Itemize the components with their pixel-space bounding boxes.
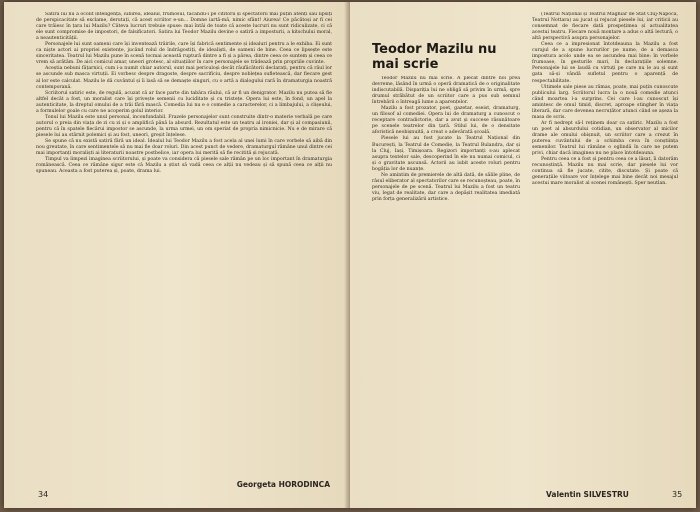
paragraph: Timpul va limpezi imaginea scriitorului, și poate va considera că piesele sale rămân pe un loc important în dramaturgia românească. Ceea ce rămâne sigur este că Mazilu a știut să vadă ceea ce alții nu vedeau și să spună ceea ce alții nu spuneau. Aceasta a fost puterea și, poate, drama lui. [36,157,332,175]
paragraph: Ultimele sale piese au rămas, poate, mai puțin cunoscute publicului larg. Scriitorul lucra la o nouă comedie atunci când moartea l-a surprins. Cei care l-au cunoscut își amintesc de omul timid, discret, aproape stingher în viața literară, dar care devenea necruțător atunci când se așeza la masa de scris. [532,84,678,120]
article-title: Teodor Mazilu nu mai scrie [372,42,497,72]
paragraph: Se spune că nu există satiră fără un ideal. Idealul lui Teodor Mazilu a fost acela al unei lumi în care vorbele să aibă din nou greutate, în care sentimentele să nu mai fie doar roluri. Din acest punct de vedere, dramaturgul rămâne unul dintre cei mai importanți moraliști ai literaturii noastre postbelice, iar opera lui merită să fie recitită și rejucată. [36,138,332,157]
magazine-spread [4,2,696,508]
paragraph: (Teatrul Național și Teatrul Maghiar de Stat Cluj-Napoca, Teatrul Nottara) au jucat și rejucat piesele lui, iar criticii au consemnat de fiecare dată prospețimea și actualitatea acestui teatru. Fiecare nouă montare a adus o altă lectură, o altă perspectivă asupra personajelor. [532,12,678,42]
page-number: 35 [672,490,683,499]
author-signature: Valentin SILVESTRU [546,490,629,499]
paragraph: Aceștia nebuni fățarnici, cum i-a numit chiar autorul, sunt mai periculoși decât răufăcătorii declarați, pentru că răul lor se ascunde sub masca virtuții. Ei vorbesc despre dragoste, despre sacrificiu, despre noblețea sufletească, dar fiecare gest al lor este calculat. Mazilu le dă cuvântul și îi lasă să se demaște singuri, cu o artă a dialogului rară în dramaturgia noastră contemporană. [36,66,332,90]
page-number: 34 [38,490,49,499]
paragraph: Teodor Mazilu nu mai scrie. A plecat dintre noi prea devreme, lăsând în urmă o operă dramatică de o originalitate indiscutabilă. Dispariția lui ne obligă să privim în urmă, spre drumul străbătut de un scriitor care a pus sub semnul întrebării o întreagă lume a aparențelor. [372,76,520,106]
right-page-column-a [372,76,520,480]
left-page [4,2,348,508]
right-page-column-b [532,12,678,472]
paragraph: Scriitorul satiric este, de regulă, acuzat că ar face parte din tabăra răului, că ar fi un denigrator. Mazilu nu putea să fie altfel decât a fost, un moralist care își privește semenii cu luciditate și cu tristețe. Opera lui este, în fond, un apel la autenticitate, la dreptul omului de a trăi fără mască. Comedia lui nu e o comedie a caracterelor, ci a limbajului, a clișeului, a formulelor goale cu care ne acoperim golul interior. [36,90,332,114]
paragraph: Ar fi nedrept să-l reținem doar ca satiric. Mazilu a fost un poet al absurdului cotidian, un observator al micilor drame ale omului obișnuit, un scriitor care a crezut în puterea cuvântului de a schimba ceva în conștiința semenilor. Teatrul lui rămâne o oglindă în care ne putem privi, chiar dacă imaginea nu ne place întotdeauna. [532,120,678,157]
left-page-body [36,12,332,482]
paragraph: Pentru ceea ce a fost și pentru ceea ce a lăsat, îi datorăm recunoștință. Mazilu nu mai scrie, dar piesele lui vor continua să fie jucate, citite, discutate. Și poate că generațiile viitoare vor înțelege mai bine decât noi mesajul acestui mare moralist al scenei românești. Sper neutlan. [532,157,678,187]
paragraph: Ne amintim de premierele de altă dată, de sălile pline, de râsul eliberator al spectatorilor care se recunoșteau, poate, în personajele de pe scenă. Teatrul lui Mazilu a fost un teatru viu, legat de realitate, dar care a depășit realitatea imediată prin forța generalizării artistice. [372,172,520,202]
paragraph: Ceea ce a impresionat întotdeauna la Mazilu a fost curajul de a spune lucrurilor pe nume, de a demasca impostura acolo unde ea se ascundea mai bine: în vorbele frumoase, în gesturile mari, în declarațiile solemne. Personajele lui se laudă cu virtuți pe care nu le au și sunt gata să-și vândă sufletul pentru o aparență de respectabilitate. [532,42,678,84]
paragraph: Personajele lui sunt oameni care își inventează trăirile, care își fabrică sentimente și idealuri pentru a le exhiba. Ei sunt ca niște actori ai propriei existențe, jucând rolul de îndrăgostiți, de idealiști, de oameni de bine. Ceea ce lipsește este sinceritatea. Teatrul lui Mazilu pune în scenă tocmai această ruptură dintre a fi și a părea, dintre ceea ce suntem și ceea ce vrem să arătăm. De aici comicul amar, uneori grotesc, al situațiilor în care personajele se trădează prin propriile cuvinte. [36,42,332,66]
paragraph: Piesele lui au fost jucate la Teatrul Național din București, la Teatrul de Comedie, la Teatrul Bulandra, dar și la Cluj, Iași, Timișoara. Regizori importanți s-au aplecat asupra textelor sale, descoperind în ele nu numai comicul, ci și o gravitate ascunsă. Actorii au iubit aceste roluri pentru bogăția lor de nuanțe. [372,136,520,172]
paragraph: Mazilu a fost prozator, poet, gazetar, eseist, dramaturg, un filosof al comediei. Opera lui de dramaturg a cunoscut o receptare contradictorie, dar a avut și succese răsunătoare pe scenele teatrelor din țară. Stilul lui, de o densitate aforistică neobișnuită, a creat o adevărată școală. [372,106,520,136]
paragraph: Tonul lui Mazilu este unul personal, inconfundabil. Frazele personajelor sunt construite dintr-o materie verbală pe care autorul o preia din viața de zi cu zi și o amplifică până la absurd. Rezultatul este un teatru al ironiei, dar și al compasiunii, pentru că în spatele fiecărui impostor se ascunde, la urma urmei, un om speriat de propria nimicnicie. Nu e de mirare că piesele lui au stârnit polemici și au fost, uneori, greșit înțelese. [36,114,332,138]
author-signature: Georgeta HORODINCA [236,480,330,489]
paragraph: Satira lui nu a ocolit inteligența, iubirea, idealul, frumosul, făcându-i pe cititorii și spectatorii mai puțin atenți sau lipsiți de perspicacitate să exclame, derutați, că acest scriitor e-un... Domne iartă-mă, nimic sfânt! Aiurea! Ce păcătoși ar fi cei care trăiesc în țara lui Mazilu? Câteva lucruri trebuie spuse: mai întâi de toate că aceste lucruri nu sunt ridiculizate, ci că ele sunt compromise de impostori, de falsificatori. Satira lui Teodor Mazilu devine o satiră a imposturii, a kitschului moral, a neautenticității. [36,12,332,42]
right-page [350,2,696,508]
